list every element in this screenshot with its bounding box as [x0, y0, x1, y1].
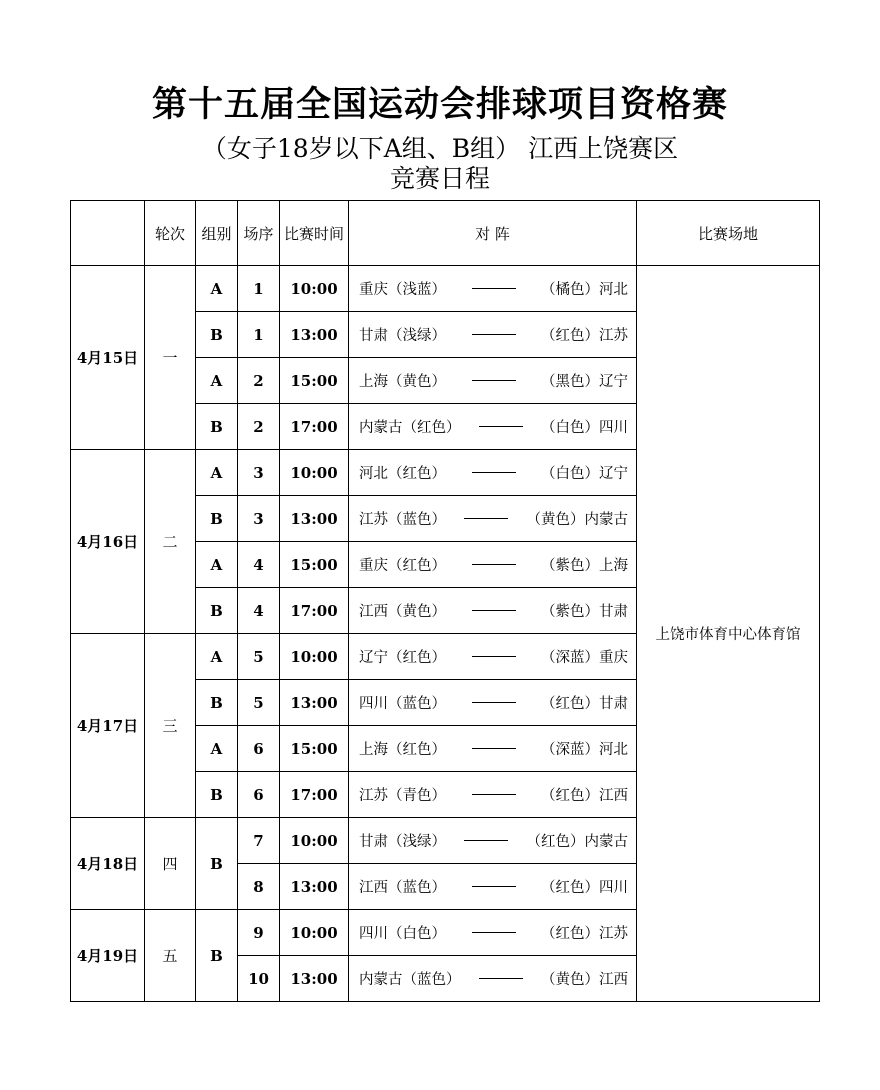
match-line: [349, 738, 636, 759]
home-team: 江苏（蓝色）: [359, 512, 446, 528]
group-cell: B: [196, 818, 238, 910]
header-seq: 场序: [238, 201, 280, 266]
header-venue: 比赛场地: [637, 201, 820, 266]
group-cell: B: [196, 404, 238, 450]
match-cell: [349, 450, 637, 496]
match-cell: [349, 312, 637, 358]
document-subtitle: （女子18岁以下A组、B组） 江西上饶赛区: [201, 134, 679, 163]
time-cell: 13:00: [280, 312, 349, 358]
time-cell: 10:00: [280, 634, 349, 680]
home-team: 重庆（红色）: [359, 558, 446, 574]
versus-dash: [472, 472, 516, 473]
versus-dash: [464, 840, 508, 841]
seq-cell: 2: [238, 404, 280, 450]
time-cell: 15:00: [280, 358, 349, 404]
away-team: （橘色）河北: [541, 282, 628, 298]
versus-dash: [472, 932, 516, 933]
match-cell: [349, 680, 637, 726]
match-cell: [349, 956, 637, 1002]
match-cell: [349, 910, 637, 956]
versus-dash: [472, 610, 516, 611]
group-cell: A: [196, 542, 238, 588]
home-team: 甘肃（浅绿）: [359, 834, 446, 850]
time-cell: 10:00: [280, 450, 349, 496]
away-team: （红色）江苏: [541, 328, 628, 344]
seq-cell: 1: [238, 312, 280, 358]
home-team: 江西（黄色）: [359, 604, 446, 620]
header-date: [71, 201, 145, 266]
time-cell: 17:00: [280, 772, 349, 818]
group-cell: B: [196, 772, 238, 818]
match-line: [349, 554, 636, 575]
seq-cell: 5: [238, 680, 280, 726]
away-team: （红色）内蒙古: [526, 834, 628, 850]
seq-cell: 9: [238, 910, 280, 956]
match-cell: [349, 542, 637, 588]
versus-dash: [479, 426, 523, 427]
match-line: [349, 462, 636, 483]
header-time: 比赛时间: [280, 201, 349, 266]
group-cell: A: [196, 726, 238, 772]
away-team: （深蓝）河北: [541, 742, 628, 758]
away-team: （黑色）辽宁: [541, 374, 628, 390]
match-line: [349, 830, 636, 851]
round-cell: 一: [145, 266, 196, 450]
versus-dash: [464, 518, 508, 519]
match-line: [349, 600, 636, 621]
away-team: （红色）江西: [541, 788, 628, 804]
seq-cell: 5: [238, 634, 280, 680]
round-cell: 四: [145, 818, 196, 910]
away-team: （紫色）甘肃: [541, 604, 628, 620]
versus-dash: [472, 656, 516, 657]
match-cell: [349, 404, 637, 450]
away-team: （红色）甘肃: [541, 696, 628, 712]
match-line: [349, 278, 636, 299]
match-line: [349, 370, 636, 391]
versus-dash: [472, 702, 516, 703]
home-team: 重庆（浅蓝）: [359, 282, 446, 298]
versus-dash: [472, 564, 516, 565]
away-team: （黄色）内蒙古: [526, 512, 628, 528]
seq-cell: 3: [238, 450, 280, 496]
header-round: 轮次: [145, 201, 196, 266]
group-cell: B: [196, 680, 238, 726]
time-cell: 10:00: [280, 818, 349, 864]
match-cell: [349, 496, 637, 542]
away-team: （深蓝）重庆: [541, 650, 628, 666]
match-line: [349, 784, 636, 805]
match-cell: [349, 358, 637, 404]
seq-cell: 2: [238, 358, 280, 404]
group-cell: B: [196, 496, 238, 542]
schedule-table: [70, 200, 820, 1002]
home-team: 江西（蓝色）: [359, 880, 446, 896]
time-cell: 10:00: [280, 266, 349, 312]
away-team: （红色）江苏: [541, 926, 628, 942]
seq-cell: 7: [238, 818, 280, 864]
table-row: [71, 266, 820, 312]
match-cell: [349, 864, 637, 910]
away-team: （黄色）江西: [541, 972, 628, 988]
match-line: [349, 416, 636, 437]
away-team: （白色）四川: [541, 420, 628, 436]
date-cell: 4月16日: [71, 450, 145, 634]
home-team: 内蒙古（蓝色）: [359, 972, 461, 988]
home-team: 辽宁（红色）: [359, 650, 446, 666]
group-cell: B: [196, 312, 238, 358]
group-cell: A: [196, 358, 238, 404]
header-match: 对 阵: [349, 201, 637, 266]
away-team: （紫色）上海: [541, 558, 628, 574]
header-row: [71, 201, 820, 266]
home-team: 河北（红色）: [359, 466, 446, 482]
home-team: 上海（黄色）: [359, 374, 446, 390]
seq-cell: 4: [238, 588, 280, 634]
group-cell: A: [196, 450, 238, 496]
seq-cell: 1: [238, 266, 280, 312]
date-cell: 4月15日: [71, 266, 145, 450]
seq-cell: 8: [238, 864, 280, 910]
match-line: [349, 692, 636, 713]
match-line: [349, 922, 636, 943]
date-cell: 4月17日: [71, 634, 145, 818]
home-team: 甘肃（浅绿）: [359, 328, 446, 344]
group-cell: B: [196, 588, 238, 634]
home-team: 上海（红色）: [359, 742, 446, 758]
time-cell: 13:00: [280, 680, 349, 726]
seq-cell: 10: [238, 956, 280, 1002]
time-cell: 15:00: [280, 542, 349, 588]
time-cell: 17:00: [280, 404, 349, 450]
versus-dash: [472, 794, 516, 795]
away-team: （白色）辽宁: [541, 466, 628, 482]
match-cell: [349, 726, 637, 772]
match-cell: [349, 634, 637, 680]
match-line: [349, 968, 636, 989]
match-cell: [349, 588, 637, 634]
versus-dash: [472, 748, 516, 749]
header-group: 组别: [196, 201, 238, 266]
versus-dash: [479, 978, 523, 979]
schedule-heading: 竞赛日程: [389, 164, 490, 193]
time-cell: 13:00: [280, 864, 349, 910]
group-cell: B: [196, 910, 238, 1002]
date-cell: 4月18日: [71, 818, 145, 910]
versus-dash: [472, 288, 516, 289]
match-line: [349, 646, 636, 667]
match-cell: [349, 772, 637, 818]
round-cell: 三: [145, 634, 196, 818]
group-cell: A: [196, 266, 238, 312]
versus-dash: [472, 334, 516, 335]
seq-cell: 4: [238, 542, 280, 588]
time-cell: 10:00: [280, 910, 349, 956]
seq-cell: 3: [238, 496, 280, 542]
time-cell: 17:00: [280, 588, 349, 634]
home-team: 四川（蓝色）: [359, 696, 446, 712]
round-cell: 二: [145, 450, 196, 634]
time-cell: 15:00: [280, 726, 349, 772]
time-cell: 13:00: [280, 496, 349, 542]
round-cell: 五: [145, 910, 196, 1002]
seq-cell: 6: [238, 726, 280, 772]
venue-cell: 上饶市体育中心体育馆: [637, 266, 820, 1002]
match-cell: [349, 818, 637, 864]
home-team: 四川（白色）: [359, 926, 446, 942]
match-line: [349, 508, 636, 529]
time-cell: 13:00: [280, 956, 349, 1002]
match-cell: [349, 266, 637, 312]
match-line: [349, 324, 636, 345]
home-team: 江苏（青色）: [359, 788, 446, 804]
match-line: [349, 876, 636, 897]
document-title: 第十五届全国运动会排球项目资格赛: [151, 84, 728, 125]
versus-dash: [472, 380, 516, 381]
versus-dash: [472, 886, 516, 887]
seq-cell: 6: [238, 772, 280, 818]
away-team: （红色）四川: [541, 880, 628, 896]
home-team: 内蒙古（红色）: [359, 420, 461, 436]
group-cell: A: [196, 634, 238, 680]
date-cell: 4月19日: [71, 910, 145, 1002]
